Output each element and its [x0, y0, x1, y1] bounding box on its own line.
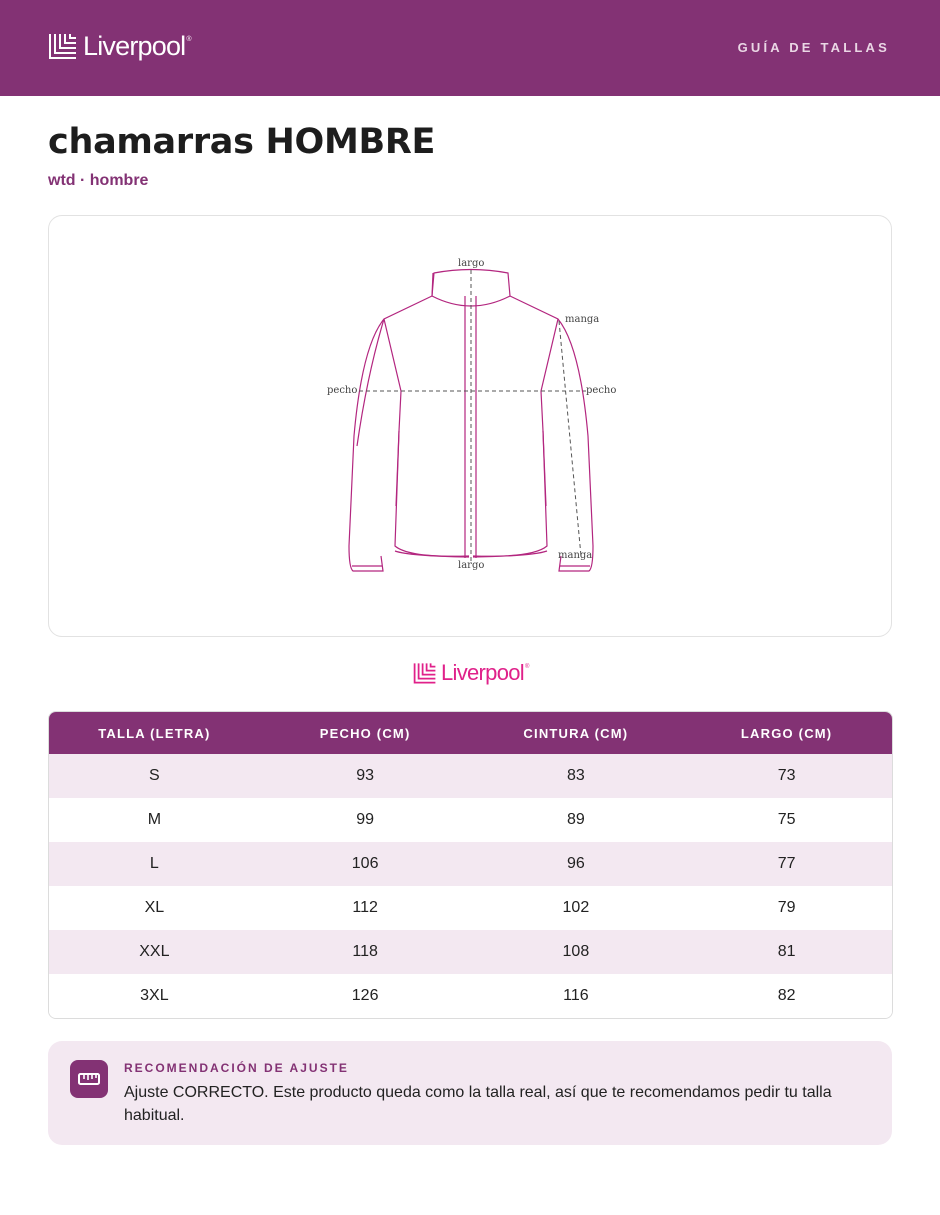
cell-talla: XL — [144, 899, 165, 916]
cell-talla: XXL — [139, 943, 170, 960]
size-table — [48, 711, 893, 1019]
cell-talla: 3XL — [140, 987, 169, 1004]
size-table-header — [49, 712, 892, 754]
diagram-label-manga-bottom: manga — [558, 550, 593, 561]
cell-pecho: 106 — [351, 855, 379, 872]
measurement-lines — [359, 270, 586, 561]
cell-largo: 75 — [777, 811, 796, 828]
diagram-label-pecho-left: pecho — [327, 385, 358, 396]
column-header-talla: TALLA (LETRA) — [98, 725, 211, 741]
cell-cintura: 89 — [566, 811, 585, 828]
cell-talla: M — [147, 811, 162, 828]
cell-pecho: 93 — [356, 767, 375, 784]
diagram-label-largo-top: largo — [458, 258, 485, 269]
recommendation-title: RECOMENDACIÓN DE AJUSTE — [124, 1061, 349, 1075]
cell-cintura: 102 — [562, 899, 590, 916]
cell-cintura: 108 — [562, 943, 590, 960]
fit-recommendation-card — [48, 1041, 892, 1145]
column-header-pecho: PECHO (CM) — [319, 725, 411, 741]
cell-pecho: 118 — [352, 943, 378, 960]
liverpool-logo-mark-icon — [48, 32, 78, 60]
cell-talla: L — [149, 855, 159, 872]
logo-wordmark: Liverpool — [83, 31, 186, 61]
cell-largo: 82 — [777, 987, 796, 1004]
table-row — [49, 930, 892, 974]
ruler-icon — [70, 1060, 108, 1098]
liverpool-logo[interactable] — [48, 31, 192, 61]
cell-pecho: 99 — [356, 811, 375, 828]
diagram-label-pecho-right: pecho — [586, 385, 617, 396]
liverpool-logo-secondary — [413, 660, 529, 686]
table-row — [49, 886, 892, 930]
measurement-diagram-card — [48, 215, 892, 637]
top-bar — [0, 0, 940, 96]
registered-mark-secondary: ® — [524, 664, 530, 670]
diagram-label-largo-bottom: largo — [458, 560, 485, 571]
table-row — [49, 798, 892, 842]
recommendation-text: Ajuste CORRECTO. Este producto queda como la talla real, así que te recomendamos pedir tu talla habitual. — [124, 1084, 832, 1124]
table-row — [49, 754, 892, 798]
column-header-largo: LARGO (CM) — [740, 725, 833, 741]
jacket-diagram — [49, 216, 893, 638]
cell-largo: 73 — [777, 767, 796, 784]
column-header-cintura: CINTURA (CM) — [523, 725, 629, 741]
table-row — [49, 842, 892, 886]
cell-cintura: 96 — [566, 855, 585, 872]
cell-largo: 77 — [777, 855, 796, 872]
registered-mark: ® — [186, 35, 192, 43]
logo-wordmark-secondary: Liverpool — [441, 660, 524, 685]
cell-cintura: 116 — [563, 987, 589, 1004]
liverpool-logo-mark-icon — [413, 661, 437, 685]
diagram-label-manga-top: manga — [565, 314, 600, 325]
page-subtitle: wtd · hombre — [48, 172, 149, 189]
cell-cintura: 83 — [566, 767, 585, 784]
page-title: chamarras HOMBRE — [48, 122, 436, 162]
size-table-body — [49, 754, 892, 1018]
size-guide-label: GUÍA DE TALLAS — [737, 40, 890, 55]
cell-largo: 81 — [777, 943, 796, 960]
table-row — [49, 974, 892, 1018]
cell-pecho: 112 — [352, 899, 378, 916]
cell-largo: 79 — [777, 899, 796, 916]
cell-talla: S — [149, 767, 160, 784]
cell-pecho: 126 — [351, 987, 379, 1004]
